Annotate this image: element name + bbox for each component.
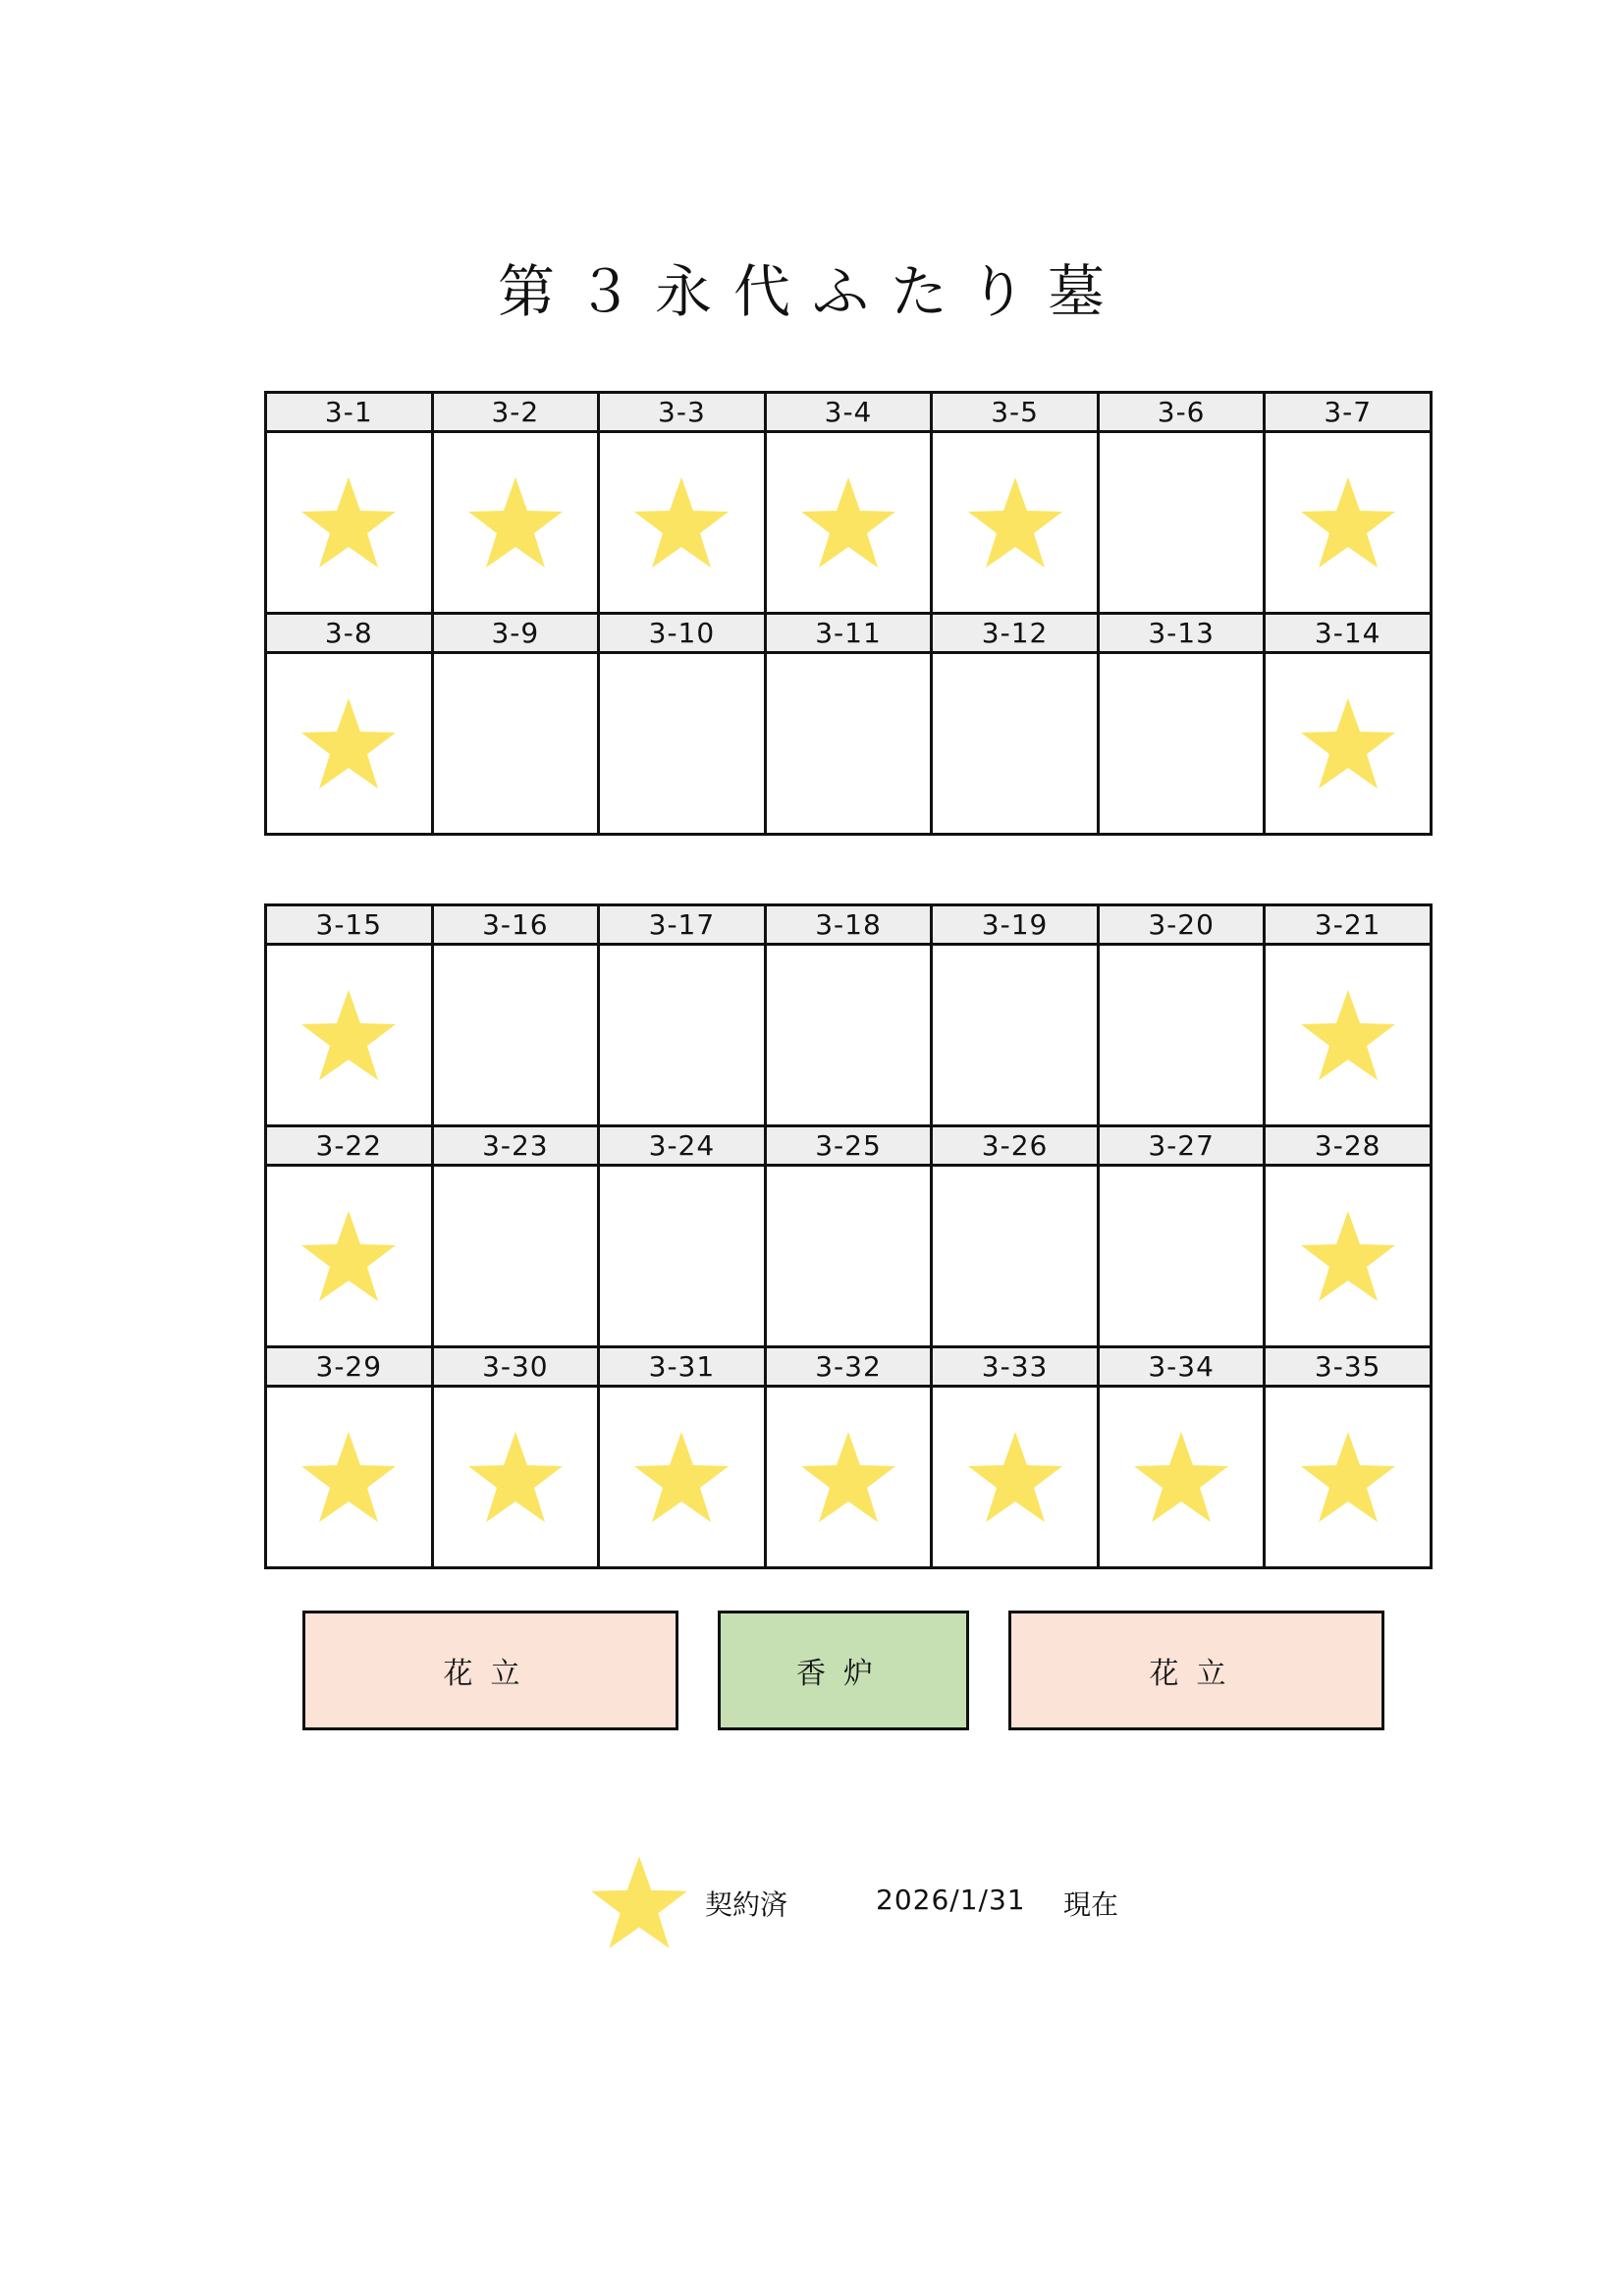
plot-cell	[767, 906, 934, 1127]
plot-cell	[600, 1348, 767, 1569]
star-icon	[1299, 1209, 1397, 1303]
plot-cell	[1266, 1348, 1433, 1569]
plot-status	[1266, 433, 1430, 612]
plot-cell	[267, 1127, 434, 1348]
plot-status	[1266, 1167, 1430, 1345]
star-icon	[1299, 1430, 1397, 1524]
plot-status	[1266, 654, 1430, 833]
incense-burner: 香炉	[718, 1611, 969, 1730]
star-icon	[299, 475, 398, 570]
plot-label: 3-34	[1100, 1348, 1264, 1388]
star-icon	[1299, 696, 1397, 791]
plot-label: 3-12	[933, 615, 1097, 654]
plot-label: 3-24	[600, 1127, 764, 1167]
star-icon	[799, 475, 897, 570]
plot-status	[1100, 654, 1264, 833]
plot-cell	[434, 1127, 601, 1348]
star-icon	[1299, 475, 1397, 570]
plot-status	[600, 1167, 764, 1345]
plot-cell	[434, 1348, 601, 1569]
plot-label: 3-27	[1100, 1127, 1264, 1167]
plot-cell	[933, 1348, 1100, 1569]
plot-cell	[267, 906, 434, 1127]
plot-cell	[933, 906, 1100, 1127]
plot-cell	[1100, 615, 1267, 836]
plot-cell	[600, 906, 767, 1127]
star-icon	[299, 696, 398, 791]
plot-label: 3-3	[600, 394, 764, 433]
plot-status	[1266, 946, 1430, 1124]
plot-status	[600, 654, 764, 833]
plot-cell	[1100, 394, 1267, 615]
plot-cell	[933, 1127, 1100, 1348]
plot-label: 3-8	[267, 615, 431, 654]
plot-status	[1100, 1167, 1264, 1345]
plot-status	[933, 946, 1097, 1124]
plot-cell	[267, 394, 434, 615]
plot-cell	[600, 394, 767, 615]
plot-cell	[1266, 615, 1433, 836]
plot-label: 3-30	[434, 1348, 598, 1388]
plot-status	[434, 946, 598, 1124]
plot-cell	[434, 394, 601, 615]
plot-label: 3-5	[933, 394, 1097, 433]
plot-label: 3-22	[267, 1127, 431, 1167]
plot-label: 3-2	[434, 394, 598, 433]
star-icon	[299, 1209, 398, 1303]
plot-status	[267, 1167, 431, 1345]
star-icon	[589, 1854, 689, 1950]
star-icon	[799, 1430, 897, 1524]
plot-cell	[1100, 1127, 1267, 1348]
plot-status	[434, 1388, 598, 1566]
plot-cell	[767, 1348, 934, 1569]
plot-label: 3-29	[267, 1348, 431, 1388]
plot-block-upper	[264, 391, 1433, 836]
plot-cell	[434, 615, 601, 836]
plot-cell	[267, 615, 434, 836]
plot-cell	[267, 1348, 434, 1569]
plot-status	[434, 433, 598, 612]
plot-cell	[1266, 394, 1433, 615]
plot-label: 3-25	[767, 1127, 931, 1167]
plot-status	[600, 433, 764, 612]
legend	[0, 1854, 1624, 1952]
star-icon	[1299, 988, 1397, 1082]
flower-stand-right: 花立	[1008, 1611, 1384, 1730]
plot-status	[933, 1388, 1097, 1566]
plot-cell	[434, 906, 601, 1127]
plot-label: 3-15	[267, 906, 431, 946]
plot-status	[767, 654, 931, 833]
plot-cell	[600, 615, 767, 836]
plot-label: 3-20	[1100, 906, 1264, 946]
plot-label: 3-33	[933, 1348, 1097, 1388]
plot-status	[600, 1388, 764, 1566]
plot-status	[267, 946, 431, 1124]
plot-block-lower	[264, 903, 1433, 1569]
plot-status	[1100, 433, 1264, 612]
star-icon	[466, 475, 565, 570]
plot-status	[933, 1167, 1097, 1345]
plot-label: 3-11	[767, 615, 931, 654]
plot-status	[1100, 946, 1264, 1124]
plot-status	[767, 1388, 931, 1566]
plot-cell	[933, 394, 1100, 615]
plot-status	[767, 1167, 931, 1345]
star-icon	[299, 988, 398, 1082]
plot-label: 3-14	[1266, 615, 1430, 654]
plot-cell	[933, 615, 1100, 836]
plot-label: 3-35	[1266, 1348, 1430, 1388]
plot-status	[267, 1388, 431, 1566]
plot-status	[600, 946, 764, 1124]
star-icon	[466, 1430, 565, 1524]
plot-status	[933, 654, 1097, 833]
star-icon	[966, 475, 1064, 570]
plot-status	[1100, 1388, 1264, 1566]
plot-status	[933, 433, 1097, 612]
plot-label: 3-28	[1266, 1127, 1430, 1167]
plot-cell	[767, 615, 934, 836]
star-icon	[632, 475, 731, 570]
legend-as-of: 現在	[1063, 1888, 1119, 1921]
plot-label: 3-7	[1266, 394, 1430, 433]
plot-label: 3-1	[267, 394, 431, 433]
plot-label: 3-6	[1100, 394, 1264, 433]
flower-stand-left: 花立	[302, 1611, 678, 1730]
plot-status	[434, 1167, 598, 1345]
plot-label: 3-16	[434, 906, 598, 946]
plot-label: 3-21	[1266, 906, 1430, 946]
plot-status	[767, 433, 931, 612]
legend-label: 契約済	[705, 1888, 788, 1921]
plot-cell	[1100, 906, 1267, 1127]
plot-status	[1266, 1388, 1430, 1566]
plot-cell	[767, 1127, 934, 1348]
star-icon	[1132, 1430, 1230, 1524]
plot-cell	[600, 1127, 767, 1348]
plot-label: 3-4	[767, 394, 931, 433]
plot-cell	[1100, 1348, 1267, 1569]
plot-label: 3-9	[434, 615, 598, 654]
plot-label: 3-19	[933, 906, 1097, 946]
legend-date: 2026/1/31	[876, 1884, 1026, 1916]
plot-label: 3-26	[933, 1127, 1097, 1167]
star-icon	[632, 1430, 731, 1524]
plot-label: 3-17	[600, 906, 764, 946]
plot-cell	[1266, 906, 1433, 1127]
plot-label: 3-32	[767, 1348, 931, 1388]
plot-cell	[767, 394, 934, 615]
plot-label: 3-13	[1100, 615, 1264, 654]
plot-label: 3-23	[434, 1127, 598, 1167]
plot-label: 3-31	[600, 1348, 764, 1388]
page-title: 第３永代ふたり墓	[497, 258, 1126, 325]
plot-status	[267, 433, 431, 612]
star-icon	[299, 1430, 398, 1524]
plot-label: 3-10	[600, 615, 764, 654]
plot-label: 3-18	[767, 906, 931, 946]
plot-status	[767, 946, 931, 1124]
plot-status	[434, 654, 598, 833]
plot-cell	[1266, 1127, 1433, 1348]
plot-status	[267, 654, 431, 833]
star-icon	[966, 1430, 1064, 1524]
